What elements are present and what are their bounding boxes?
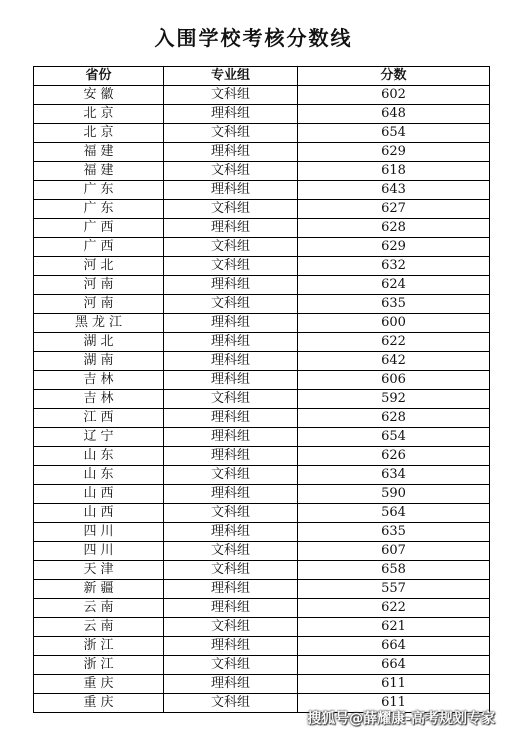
table-row	[34, 105, 490, 124]
province-cell: 江西	[34, 409, 164, 428]
province-cell: 四川	[34, 523, 164, 542]
score-cell: 635	[298, 523, 490, 542]
score-cell: 643	[298, 181, 490, 200]
score-cell: 627	[298, 200, 490, 219]
group-cell: 理科组	[164, 485, 298, 504]
table-row	[34, 523, 490, 542]
group-cell: 理科组	[164, 105, 298, 124]
group-cell: 理科组	[164, 219, 298, 238]
table-row	[34, 485, 490, 504]
table-row	[34, 390, 490, 409]
score-cell: 622	[298, 333, 490, 352]
province-cell: 湖南	[34, 352, 164, 371]
score-cell: 626	[298, 447, 490, 466]
group-cell: 文科组	[164, 124, 298, 143]
score-cell: 634	[298, 466, 490, 485]
table-row	[34, 86, 490, 105]
table-row	[34, 352, 490, 371]
province-cell: 山东	[34, 466, 164, 485]
group-cell: 理科组	[164, 276, 298, 295]
group-cell: 理科组	[164, 428, 298, 447]
score-cell: 629	[298, 238, 490, 257]
table-row	[34, 618, 490, 637]
table-row	[34, 561, 490, 580]
score-cell: 557	[298, 580, 490, 599]
group-cell: 文科组	[164, 694, 298, 713]
province-cell: 河北	[34, 257, 164, 276]
group-cell: 理科组	[164, 181, 298, 200]
province-cell: 河南	[34, 276, 164, 295]
group-cell: 理科组	[164, 333, 298, 352]
group-cell: 文科组	[164, 618, 298, 637]
province-cell: 福建	[34, 143, 164, 162]
group-cell: 文科组	[164, 86, 298, 105]
province-cell: 辽宁	[34, 428, 164, 447]
table-row	[34, 656, 490, 675]
table-row	[34, 599, 490, 618]
group-cell: 文科组	[164, 200, 298, 219]
province-cell: 广东	[34, 181, 164, 200]
province-cell: 重庆	[34, 694, 164, 713]
group-cell: 理科组	[164, 352, 298, 371]
score-cell: 658	[298, 561, 490, 580]
score-cell: 618	[298, 162, 490, 181]
group-cell: 文科组	[164, 656, 298, 675]
score-cell: 622	[298, 599, 490, 618]
score-cell: 654	[298, 428, 490, 447]
watermark: 搜狐号@薛耀康-高考规划专家	[307, 711, 495, 727]
group-cell: 理科组	[164, 409, 298, 428]
score-cell: 624	[298, 276, 490, 295]
header-group: 专业组	[164, 67, 298, 86]
score-cell: 648	[298, 105, 490, 124]
province-cell: 山西	[34, 485, 164, 504]
province-cell: 广西	[34, 238, 164, 257]
province-cell: 北京	[34, 105, 164, 124]
score-cell: 629	[298, 143, 490, 162]
table-row	[34, 143, 490, 162]
group-cell: 文科组	[164, 162, 298, 181]
province-cell: 福建	[34, 162, 164, 181]
table-row	[34, 162, 490, 181]
group-cell: 理科组	[164, 580, 298, 599]
score-cell: 611	[298, 694, 490, 713]
province-cell: 云南	[34, 599, 164, 618]
table-row	[34, 295, 490, 314]
group-cell: 理科组	[164, 675, 298, 694]
table-row	[34, 637, 490, 656]
group-cell: 文科组	[164, 504, 298, 523]
group-cell: 理科组	[164, 523, 298, 542]
table-row	[34, 314, 490, 333]
province-cell: 广西	[34, 219, 164, 238]
group-cell: 文科组	[164, 295, 298, 314]
province-cell: 黑龙江	[34, 314, 164, 333]
score-cell: 664	[298, 637, 490, 656]
table-body	[34, 86, 490, 713]
group-cell: 文科组	[164, 238, 298, 257]
header-score: 分数	[298, 67, 490, 86]
province-cell: 云南	[34, 618, 164, 637]
header-province: 省份	[34, 67, 164, 86]
table-row	[34, 580, 490, 599]
score-cell: 564	[298, 504, 490, 523]
group-cell: 理科组	[164, 371, 298, 390]
score-cell: 628	[298, 219, 490, 238]
province-cell: 新疆	[34, 580, 164, 599]
table-row	[34, 675, 490, 694]
province-cell: 吉林	[34, 371, 164, 390]
province-cell: 浙江	[34, 656, 164, 675]
province-cell: 河南	[34, 295, 164, 314]
group-cell: 理科组	[164, 599, 298, 618]
province-cell: 山东	[34, 447, 164, 466]
table-row	[34, 504, 490, 523]
score-cell: 632	[298, 257, 490, 276]
page-title: 入围学校考核分数线	[154, 26, 353, 50]
group-cell: 文科组	[164, 257, 298, 276]
province-cell: 四川	[34, 542, 164, 561]
group-cell: 文科组	[164, 466, 298, 485]
group-cell: 理科组	[164, 314, 298, 333]
table-row	[34, 466, 490, 485]
score-cell: 600	[298, 314, 490, 333]
table-row	[34, 257, 490, 276]
province-cell: 吉林	[34, 390, 164, 409]
table-row	[34, 238, 490, 257]
group-cell: 文科组	[164, 542, 298, 561]
table-row	[34, 371, 490, 390]
province-cell: 浙江	[34, 637, 164, 656]
group-cell: 文科组	[164, 561, 298, 580]
table-row	[34, 219, 490, 238]
score-cell: 590	[298, 485, 490, 504]
province-cell: 湖北	[34, 333, 164, 352]
province-cell: 山西	[34, 504, 164, 523]
group-cell: 理科组	[164, 637, 298, 656]
table-row	[34, 276, 490, 295]
table-row	[34, 124, 490, 143]
province-cell: 北京	[34, 124, 164, 143]
score-table	[33, 66, 490, 713]
score-cell: 635	[298, 295, 490, 314]
table-row	[34, 428, 490, 447]
score-cell: 621	[298, 618, 490, 637]
group-cell: 文科组	[164, 390, 298, 409]
province-cell: 天津	[34, 561, 164, 580]
province-cell: 安徽	[34, 86, 164, 105]
table-row	[34, 181, 490, 200]
table-row	[34, 409, 490, 428]
table-row	[34, 200, 490, 219]
table-row	[34, 333, 490, 352]
table-row	[34, 542, 490, 561]
group-cell: 理科组	[164, 143, 298, 162]
score-cell: 664	[298, 656, 490, 675]
score-cell: 607	[298, 542, 490, 561]
score-cell: 592	[298, 390, 490, 409]
score-cell: 654	[298, 124, 490, 143]
province-cell: 广东	[34, 200, 164, 219]
score-cell: 642	[298, 352, 490, 371]
score-cell: 602	[298, 86, 490, 105]
table-row	[34, 447, 490, 466]
score-cell: 606	[298, 371, 490, 390]
table-header-row	[34, 67, 490, 86]
province-cell: 重庆	[34, 675, 164, 694]
score-cell: 611	[298, 675, 490, 694]
score-cell: 628	[298, 409, 490, 428]
group-cell: 理科组	[164, 447, 298, 466]
